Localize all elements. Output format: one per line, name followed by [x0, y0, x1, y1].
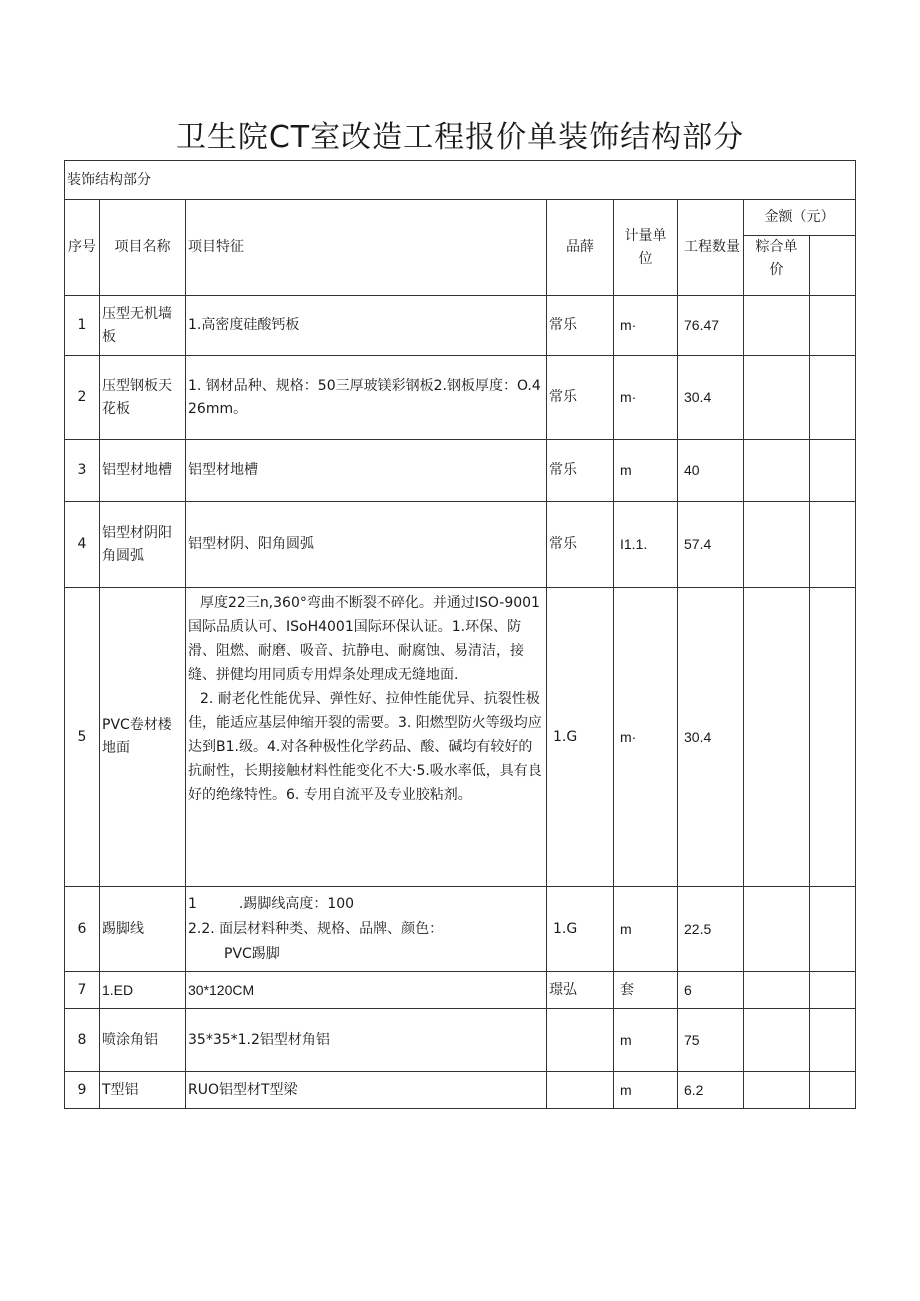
header-no: 序号	[65, 200, 100, 296]
row-name: 铝型材地槽	[100, 440, 186, 502]
row-unit-price	[744, 1009, 810, 1072]
row-brand: 璟弘	[547, 972, 614, 1009]
row-name: PVC卷材楼地面	[100, 588, 186, 887]
row-feature: 1. 钢材品种、规格：50三厚玻镁彩钢板2.钢板厚度：O.426mm。	[186, 356, 547, 440]
row-brand: 常乐	[547, 440, 614, 502]
row-brand: 常乐	[547, 502, 614, 588]
header-qty: 工程数量	[678, 200, 744, 296]
row-name: 压型无机墙板	[100, 296, 186, 356]
row-name: 踢脚线	[100, 887, 186, 972]
row-total	[810, 972, 856, 1009]
row-brand: 1.G	[547, 887, 614, 972]
row-total	[810, 887, 856, 972]
row-name: 喷涂角铝	[100, 1009, 186, 1072]
row-qty: 30.4	[678, 356, 744, 440]
row-feature: 30*120CM	[186, 972, 547, 1009]
row-unit: m	[614, 887, 678, 972]
row-brand: 1.G	[547, 588, 614, 887]
table-row	[65, 296, 856, 356]
row-no: 6	[65, 887, 100, 972]
section-header-row	[65, 161, 856, 200]
row-no: 7	[65, 972, 100, 1009]
row-qty: 75	[678, 1009, 744, 1072]
table-row	[65, 1009, 856, 1072]
row-unit-price	[744, 356, 810, 440]
row-total	[810, 1009, 856, 1072]
row-feature: 1.高密度硅酸钙板	[186, 296, 547, 356]
table-row	[65, 502, 856, 588]
row-unit: m·	[614, 296, 678, 356]
row-name: 压型钢板天花板	[100, 356, 186, 440]
row-no: 9	[65, 1072, 100, 1109]
table-row	[65, 440, 856, 502]
row-total	[810, 502, 856, 588]
header-unit: 计量单位	[614, 200, 678, 296]
row-total	[810, 356, 856, 440]
row-feature: 铝型材地槽	[186, 440, 547, 502]
row-unit: m	[614, 440, 678, 502]
row-brand: 常乐	[547, 296, 614, 356]
table-row	[65, 972, 856, 1009]
row-brand	[547, 1072, 614, 1109]
row-feature: 铝型材阴、阳角圆弧	[186, 502, 547, 588]
row-qty: 22.5	[678, 887, 744, 972]
row-no: 1	[65, 296, 100, 356]
row-unit-price	[744, 440, 810, 502]
row-qty: 30.4	[678, 588, 744, 887]
row-no: 4	[65, 502, 100, 588]
row-unit-price	[744, 588, 810, 887]
row-name: 1.ED	[100, 972, 186, 1009]
row-total	[810, 588, 856, 887]
row-no: 5	[65, 588, 100, 887]
quote-table	[64, 160, 856, 1109]
header-blank	[810, 236, 856, 296]
table-row	[65, 1072, 856, 1109]
header-row-1	[65, 200, 856, 236]
row-no: 2	[65, 356, 100, 440]
header-brand: 品薛	[547, 200, 614, 296]
row-brand	[547, 1009, 614, 1072]
row-unit: m	[614, 1009, 678, 1072]
row-total	[810, 1072, 856, 1109]
row-unit: m·	[614, 356, 678, 440]
header-unit-price: 粽合单价	[744, 236, 810, 296]
row-feature: RUO铝型材T型梁	[186, 1072, 547, 1109]
row-unit-price	[744, 502, 810, 588]
feature-paragraph: 厚度22三n,360°弯曲不断裂不碎化。并通过ISO-9001国际品质认可、ISoH4001国际环保认证。1.环保、防滑、阻燃、耐磨、吸音、抗静电、耐腐蚀、易清洁，接缝、拼健均用同质专用焊条处理成无缝地面.	[188, 595, 540, 683]
header-feature: 项目特征	[186, 200, 547, 296]
row-feature: 35*35*1.2铝型材角铝	[186, 1009, 547, 1072]
row-total	[810, 440, 856, 502]
row-no: 8	[65, 1009, 100, 1072]
row-unit-price	[744, 887, 810, 972]
row-qty: 57.4	[678, 502, 744, 588]
row-unit: I1.1.	[614, 502, 678, 588]
row-qty: 6.2	[678, 1072, 744, 1109]
row-unit: m·	[614, 588, 678, 887]
row-feature	[186, 887, 547, 972]
row-no: 3	[65, 440, 100, 502]
feature-line: 2.2. 面层材料种类、规格、品牌、颜色：	[188, 920, 444, 937]
row-brand: 常乐	[547, 356, 614, 440]
table-row	[65, 887, 856, 972]
row-unit: 套	[614, 972, 678, 1009]
header-amount: 金额（元）	[744, 200, 856, 236]
feature-line: 1 .踢脚线高度：100	[188, 895, 355, 912]
row-unit-price	[744, 972, 810, 1009]
feature-line: PVC踢脚	[224, 945, 280, 962]
row-qty: 76.47	[678, 296, 744, 356]
row-feature	[186, 588, 547, 887]
section-label: 装饰结构部分	[65, 161, 856, 200]
row-qty: 40	[678, 440, 744, 502]
table-row	[65, 588, 856, 887]
row-name: 铝型材阴阳角圆弧	[100, 502, 186, 588]
feature-paragraph: 2. 耐老化性能优异、弹性好、拉伸性能优异、抗裂性极佳，能适应基层伸缩开裂的需要。3. 阳燃型防火等级均应达到B1.级。4.对各种极性化学药品、酸、碱均有较好的抗耐性，长期接触材料性能变化不大·5.吸水率低，具有良好的绝缘特性。6. 专用自流平及专业胶粘剂。	[188, 691, 542, 803]
table-row	[65, 356, 856, 440]
row-name: T型铝	[100, 1072, 186, 1109]
row-qty: 6	[678, 972, 744, 1009]
row-total	[810, 296, 856, 356]
row-unit-price	[744, 296, 810, 356]
page-title: 卫生院CT室改造工程报价单装饰结构部分	[175, 120, 745, 155]
row-unit-price	[744, 1072, 810, 1109]
header-name: 项目名称	[100, 200, 186, 296]
row-unit: m	[614, 1072, 678, 1109]
